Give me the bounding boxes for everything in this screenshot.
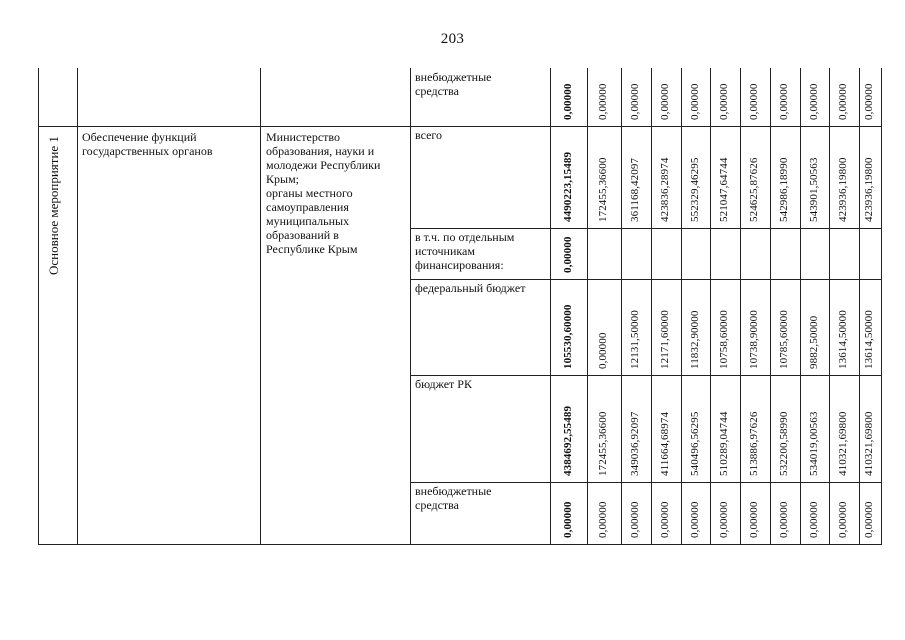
column-divider (621, 68, 622, 544)
year-value: 0,00000 (808, 501, 820, 538)
year-value: 423936,19800 (863, 157, 875, 222)
row-divider (410, 228, 882, 229)
column-divider (800, 68, 801, 544)
table-bottom-border (38, 544, 882, 545)
year-value: 0,00000 (863, 501, 875, 538)
year-value: 0,00000 (597, 332, 609, 369)
year-value: 10758,60000 (718, 310, 730, 369)
year-value: 540496,56295 (689, 411, 701, 476)
row-total-value: 0,00000 (562, 501, 574, 538)
row-label: бюджет РК (415, 377, 472, 391)
year-value: 172455,36600 (597, 411, 609, 476)
year-value: 552329,46295 (689, 157, 701, 222)
column-divider (38, 68, 39, 544)
column-divider (859, 68, 860, 544)
year-value: 0,00000 (629, 83, 641, 120)
row-total-value: 4490223,15489 (562, 151, 574, 222)
year-value: 542986,18990 (778, 157, 790, 222)
row-divider (410, 482, 882, 483)
year-value: 10785,60000 (778, 310, 790, 369)
year-value: 423836,28974 (659, 157, 671, 222)
budget-table (38, 68, 881, 544)
year-value: 0,00000 (629, 501, 641, 538)
year-value: 0,00000 (718, 83, 730, 120)
year-value: 510289,04744 (718, 411, 730, 476)
row-total-value: 4384692,55489 (562, 405, 574, 476)
year-value: 0,00000 (837, 501, 849, 538)
year-value: 0,00000 (748, 501, 760, 538)
year-value (778, 232, 792, 273)
year-value: 0,00000 (718, 501, 730, 538)
year-value: 0,00000 (597, 501, 609, 538)
year-value: 0,00000 (748, 83, 760, 120)
year-value (808, 232, 822, 273)
year-value: 0,00000 (689, 501, 701, 538)
column-divider (829, 68, 830, 544)
year-value (863, 232, 877, 273)
year-value: 423936,19800 (837, 157, 849, 222)
row-label: федеральный бюджет (415, 281, 526, 295)
year-value: 513886,97626 (748, 411, 760, 476)
column-divider (651, 68, 652, 544)
column-divider (710, 68, 711, 544)
year-value: 0,00000 (778, 83, 790, 120)
column-divider (740, 68, 741, 544)
row-total-value: 0,00000 (562, 83, 574, 120)
row-label: всего (415, 128, 443, 142)
activity-name: Обеспечение функций государственных органов (82, 130, 213, 158)
row-total-value: 0,00000 (562, 236, 574, 273)
year-value: 9882,50000 (808, 315, 820, 369)
year-value: 410321,69800 (863, 411, 875, 476)
main-activity-label: Основное мероприятие 1 (46, 136, 61, 275)
year-value: 0,00000 (808, 83, 820, 120)
year-value (718, 232, 732, 273)
year-value: 10738,90000 (748, 310, 760, 369)
column-divider (770, 68, 771, 544)
year-value: 410321,69800 (837, 411, 849, 476)
executor-name: Министерство образования, науки и молодежи Республики Крым; органы местного самоуправления муниципальных образований в Республике Крым (266, 130, 381, 256)
year-value (689, 232, 703, 273)
year-value: 534019,00563 (808, 411, 820, 476)
year-value: 0,00000 (863, 83, 875, 120)
year-value (629, 232, 643, 273)
year-value: 0,00000 (659, 83, 671, 120)
row-total-value: 105530,60000 (562, 304, 574, 369)
year-value: 0,00000 (689, 83, 701, 120)
year-value: 13614,50000 (837, 310, 849, 369)
row-label: внебюджетные средства (415, 70, 492, 98)
year-value: 524625,87626 (748, 157, 760, 222)
year-value: 411664,68974 (659, 411, 671, 476)
year-value (597, 232, 611, 273)
year-value: 11832,90000 (689, 310, 701, 369)
year-value (837, 232, 851, 273)
row-divider (410, 279, 882, 280)
column-divider (550, 68, 551, 544)
column-divider (587, 68, 588, 544)
row-divider (38, 126, 882, 127)
year-value: 361168,42097 (629, 157, 641, 222)
column-divider (260, 68, 261, 544)
year-value: 172455,36600 (597, 157, 609, 222)
column-divider (410, 68, 411, 544)
year-value (659, 232, 673, 273)
row-label: внебюджетные средства (415, 484, 492, 512)
year-value: 543901,50563 (808, 157, 820, 222)
year-value (748, 232, 762, 273)
row-label: в т.ч. по отдельным источникам финансирования: (415, 230, 515, 272)
year-value: 13614,50000 (863, 310, 875, 369)
year-value: 0,00000 (659, 501, 671, 538)
year-value: 12131,50000 (629, 310, 641, 369)
column-divider (881, 68, 882, 544)
row-divider (410, 375, 882, 376)
year-value: 12171,60000 (659, 310, 671, 369)
year-value: 349036,92097 (629, 411, 641, 476)
year-value: 521047,64744 (718, 157, 730, 222)
column-divider (77, 68, 78, 544)
year-value: 532200,58990 (778, 411, 790, 476)
column-divider (681, 68, 682, 544)
year-value: 0,00000 (597, 83, 609, 120)
year-value: 0,00000 (778, 501, 790, 538)
year-value: 0,00000 (837, 83, 849, 120)
page-number: 203 (440, 31, 465, 47)
